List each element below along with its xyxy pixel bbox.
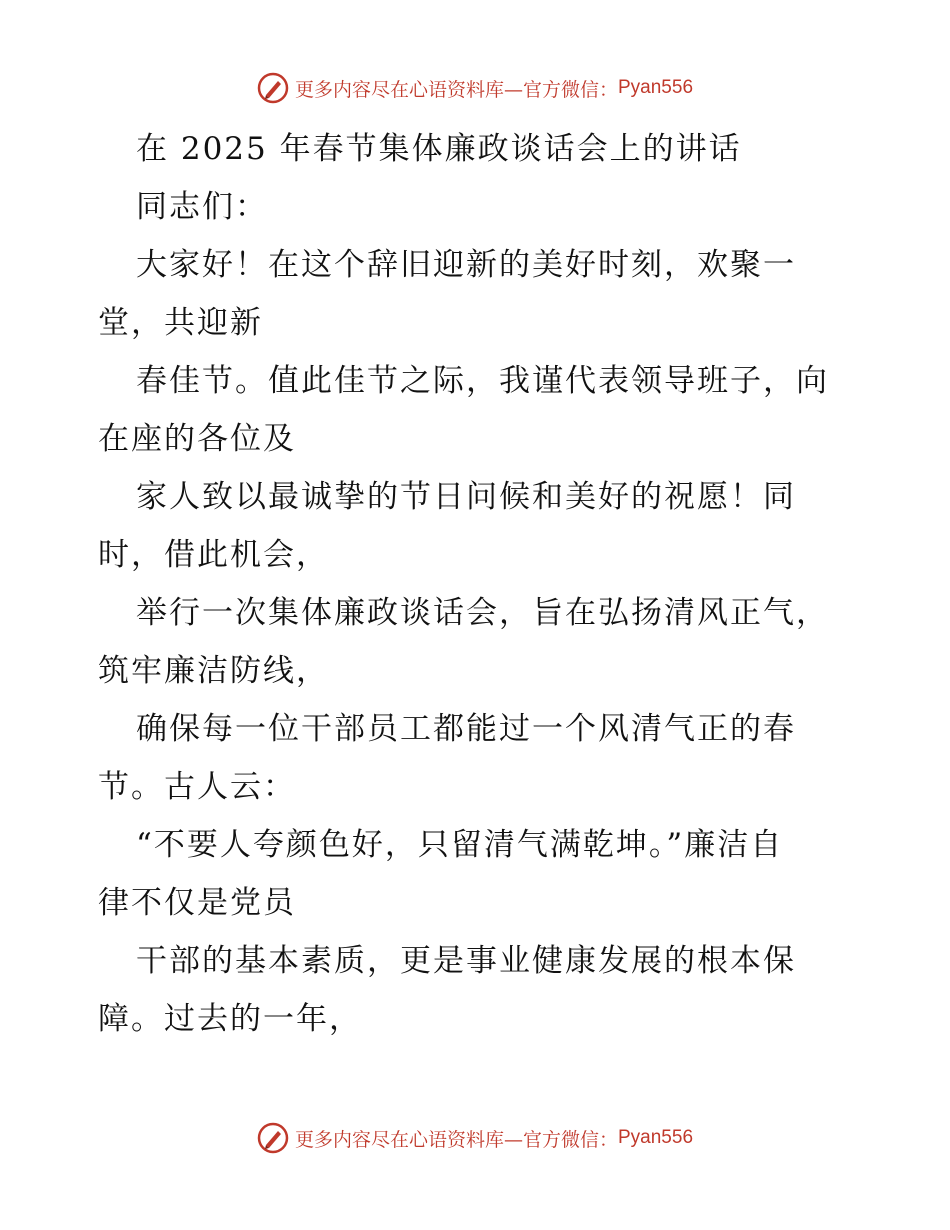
- paragraph-line: 节。古人云：: [98, 769, 296, 805]
- paragraph-line: 堂，共迎新: [98, 305, 263, 341]
- paragraph-line: 举行一次集体廉政谈话会，旨在弘扬清风正气，: [136, 595, 829, 631]
- paragraph-line: 确保每一位干部员工都能过一个风清气正的春: [136, 711, 796, 747]
- paragraph-line: 时，借此机会，: [98, 537, 329, 573]
- paragraph-line: 干部的基本素质，更是事业健康发展的根本保: [136, 943, 796, 979]
- document-body: [98, 120, 858, 1048]
- paragraph-line: 障。过去的一年，: [98, 1001, 362, 1037]
- paragraph-line: 在座的各位及: [98, 421, 296, 457]
- paragraph-line: “不要人夸颜色好，只留清气满乾坤。”廉洁自: [136, 827, 784, 863]
- watermark-handle: Pyan556: [618, 1127, 694, 1148]
- pen-logo-icon: [257, 1122, 289, 1154]
- watermark-handle: Pyan556: [618, 77, 694, 98]
- document-title: 在 2025 年春节集体廉政谈话会上的讲话: [136, 131, 742, 167]
- watermark-text: 更多内容尽在心语资料库—官方微信：: [294, 78, 618, 101]
- paragraph-line: 大家好！在这个辞旧迎新的美好时刻，欢聚一: [136, 247, 796, 283]
- watermark-footer: [0, 1122, 950, 1154]
- salutation: 同志们：: [136, 189, 268, 225]
- watermark-header: [0, 72, 950, 104]
- pen-logo-icon: [257, 72, 289, 104]
- watermark-text: 更多内容尽在心语资料库—官方微信：: [294, 1128, 618, 1151]
- paragraph-line: 家人致以最诚挚的节日问候和美好的祝愿！同: [136, 479, 796, 515]
- paragraph-line: 筑牢廉洁防线，: [98, 653, 329, 689]
- paragraph-line: 春佳节。值此佳节之际，我谨代表领导班子，向: [136, 363, 829, 399]
- paragraph-line: 律不仅是党员: [98, 885, 296, 921]
